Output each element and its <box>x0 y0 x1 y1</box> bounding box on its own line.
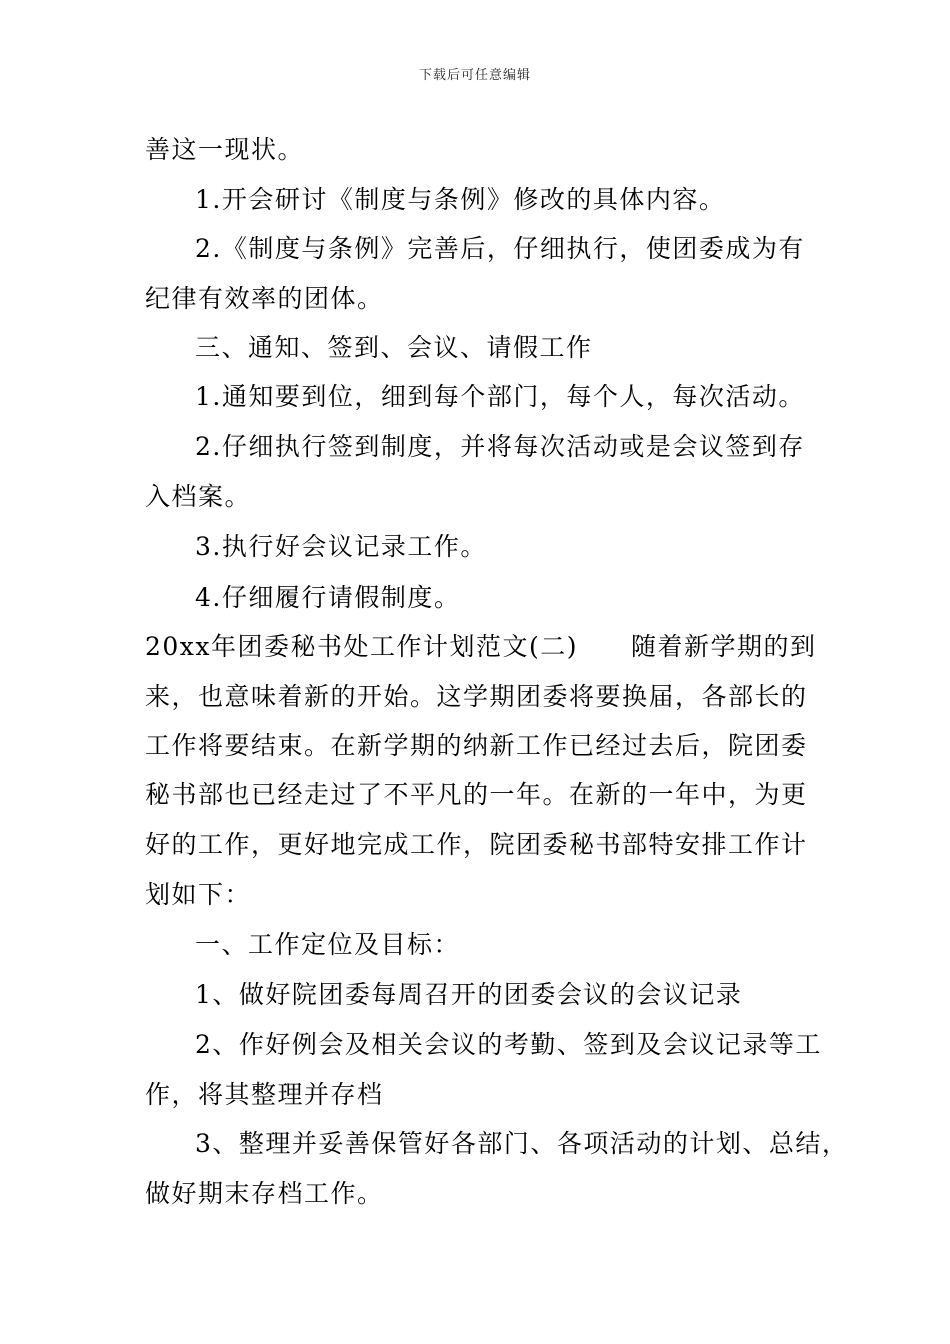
text-line: 2、作好例会及相关会议的考勤、签到及会议记录等工 <box>195 1030 822 1059</box>
text-line: 善这一现状。 <box>145 135 305 164</box>
text-line: 1.开会研讨《制度与条例》修改的具体内容。 <box>195 185 726 214</box>
text-line: 做好期末存档工作。 <box>145 1179 384 1208</box>
text-line: 入档案。 <box>145 482 252 511</box>
text-line: 作，将其整理并存档 <box>145 1080 384 1109</box>
text-line: 2.《制度与条例》完善后，仔细执行，使团委成为有 <box>195 234 805 263</box>
section-heading: 一、工作定位及目标： <box>195 930 461 959</box>
section-title: 20xx年团委秘书处工作计划范文(二) 随着新学期的到 <box>145 632 817 661</box>
text-line: 3、整理并妥善保管好各部门、各项活动的计划、总结， <box>195 1129 849 1158</box>
text-line: 秘书部也已经走过了不平凡的一年。在新的一年中，为更 <box>145 780 808 809</box>
section-heading: 三、通知、签到、会议、请假工作 <box>195 333 593 362</box>
text-line: 好的工作，更好地完成工作，院团委秘书部特安排工作计 <box>145 830 808 859</box>
text-line: 纪律有效率的团体。 <box>145 284 384 313</box>
text-line: 2.仔细执行签到制度，并将每次活动或是会议签到存 <box>195 432 805 461</box>
text-line: 工作将要结束。在新学期的纳新工作已经过去后，院团委 <box>145 731 808 760</box>
text-line: 3.执行好会议记录工作。 <box>195 532 487 561</box>
text-line: 划如下： <box>145 880 252 909</box>
text-line: 1.通知要到位，细到每个部门，每个人，每次活动。 <box>195 382 805 411</box>
text-line: 4.仔细履行请假制度。 <box>195 583 461 612</box>
text-line: 来，也意味着新的开始。这学期团委将要换届，各部长的 <box>145 682 808 711</box>
page-header: 下载后可任意编辑 <box>418 68 531 83</box>
text-line: 1、做好院团委每周召开的团委会议的会议记录 <box>195 980 743 1009</box>
